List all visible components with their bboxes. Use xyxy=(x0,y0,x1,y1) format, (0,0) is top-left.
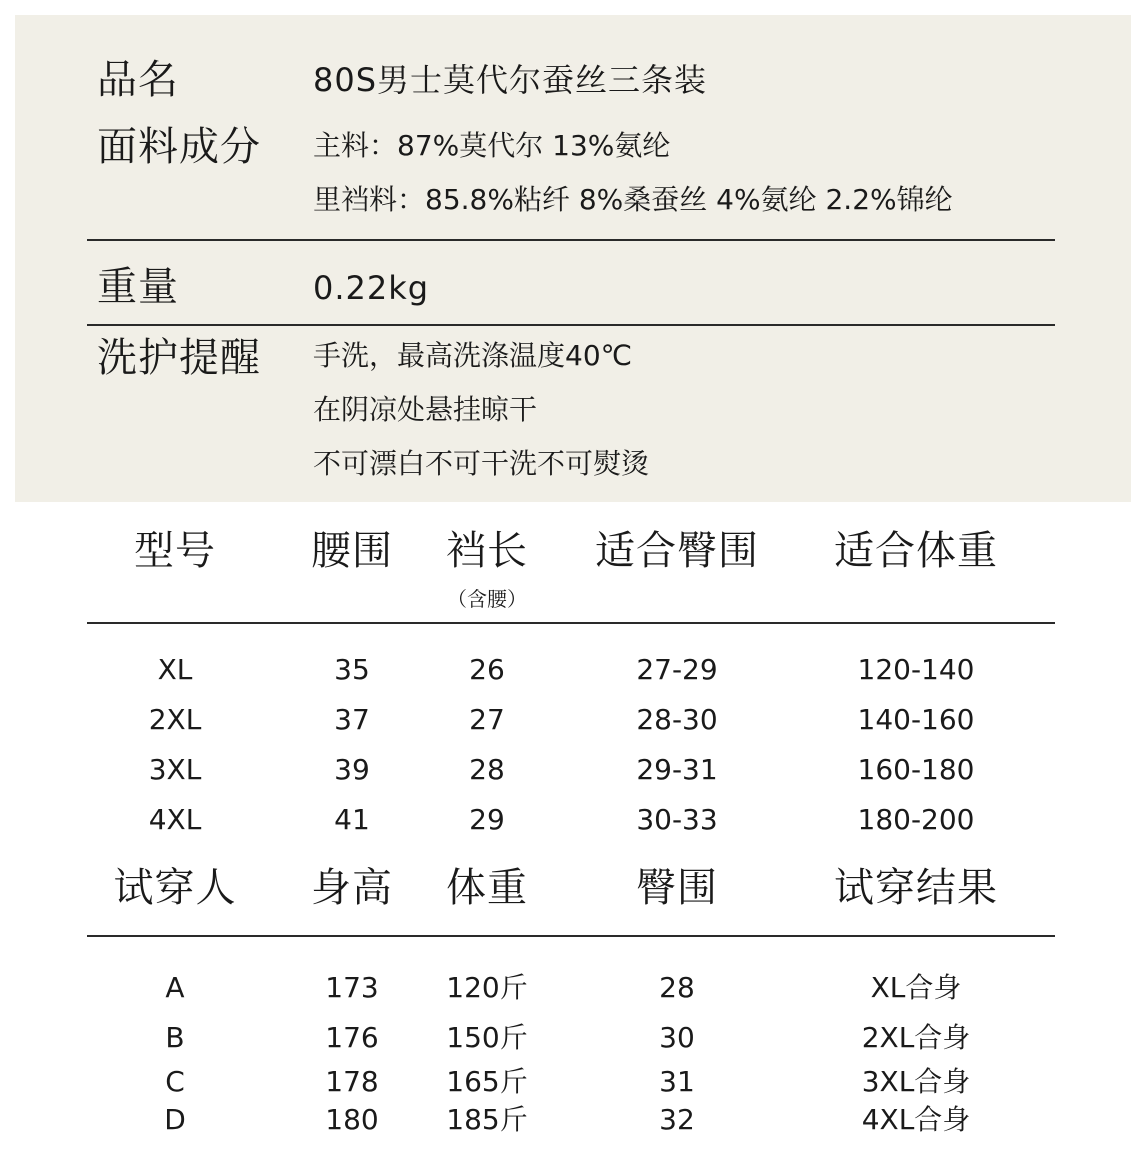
product-name-value: 80S男士莫代尔蚕丝三条装 xyxy=(313,61,708,99)
care-line: 不可漂白不可干洗不可熨烫 xyxy=(313,447,650,480)
size-cell: 26 xyxy=(469,653,505,686)
size-cell: 27-29 xyxy=(636,653,718,686)
weight-label: 重量 xyxy=(97,264,179,310)
size-cell: 140-160 xyxy=(857,703,975,736)
size-cell: 30-33 xyxy=(636,803,718,836)
trial-cell: B xyxy=(165,1021,185,1054)
trial-cell: 3XL合身 xyxy=(861,1065,971,1098)
trial-cell: C xyxy=(165,1065,185,1098)
size-cell: 41 xyxy=(334,803,370,836)
trial-cell: 28 xyxy=(659,971,695,1004)
trial-cell: 185斤 xyxy=(446,1103,528,1136)
trial-header-hip: 臀围 xyxy=(636,865,718,911)
trial-cell: 120斤 xyxy=(446,971,528,1004)
size-cell: XL xyxy=(157,653,193,686)
fabric-label: 面料成分 xyxy=(97,124,261,170)
trial-cell: 178 xyxy=(325,1065,379,1098)
size-cell: 2XL xyxy=(148,703,202,736)
size-header-waist: 腰围 xyxy=(311,528,393,574)
divider-line xyxy=(87,622,1055,624)
size-cell: 180-200 xyxy=(857,803,975,836)
divider-line xyxy=(87,239,1055,241)
trial-cell: XL合身 xyxy=(870,971,962,1004)
trial-header-weight: 体重 xyxy=(446,865,528,911)
size-cell: 160-180 xyxy=(857,753,975,786)
size-header-rise: 裆长 xyxy=(446,528,528,574)
size-cell: 4XL xyxy=(148,803,202,836)
trial-cell: A xyxy=(165,971,185,1004)
trial-cell: 32 xyxy=(659,1103,695,1136)
size-cell: 39 xyxy=(334,753,370,786)
size-cell: 120-140 xyxy=(857,653,975,686)
trial-cell: 176 xyxy=(325,1021,379,1054)
size-header-weight: 适合体重 xyxy=(834,528,998,574)
fabric-main: 主料：87%莫代尔 13%氨纶 xyxy=(313,129,671,162)
weight-value: 0.22kg xyxy=(313,269,430,307)
trial-header-height: 身高 xyxy=(311,865,393,911)
care-line: 手洗，最高洗涤温度40℃ xyxy=(313,339,633,372)
trial-cell: 30 xyxy=(659,1021,695,1054)
size-cell: 3XL xyxy=(148,753,202,786)
size-cell: 29 xyxy=(469,803,505,836)
trial-cell: 150斤 xyxy=(446,1021,528,1054)
trial-cell: 173 xyxy=(325,971,379,1004)
trial-cell: 165斤 xyxy=(446,1065,528,1098)
size-header-rise-note: （含腰） xyxy=(447,587,527,611)
fabric-lining: 里裆料：85.8%粘纤 8%桑蚕丝 4%氨纶 2.2%锦纶 xyxy=(313,183,953,216)
size-cell: 37 xyxy=(334,703,370,736)
trial-cell: 180 xyxy=(325,1103,379,1136)
trial-cell: 31 xyxy=(659,1065,695,1098)
size-cell: 27 xyxy=(469,703,505,736)
divider-line xyxy=(87,935,1055,937)
size-header-hip: 适合臀围 xyxy=(595,528,759,574)
care-line: 在阴凉处悬挂晾干 xyxy=(313,393,538,426)
product-name-label: 品名 xyxy=(97,57,179,103)
trial-cell: 4XL合身 xyxy=(861,1103,971,1136)
size-header-model: 型号 xyxy=(134,528,216,574)
size-cell: 35 xyxy=(334,653,370,686)
size-cell: 29-31 xyxy=(636,753,718,786)
size-cell: 28 xyxy=(469,753,505,786)
trial-cell: 2XL合身 xyxy=(861,1021,971,1054)
care-label: 洗护提醒 xyxy=(97,335,261,381)
size-cell: 28-30 xyxy=(636,703,718,736)
trial-header-result: 试穿结果 xyxy=(834,865,998,911)
divider-line xyxy=(87,324,1055,326)
trial-header-person: 试穿人 xyxy=(113,865,237,911)
trial-cell: D xyxy=(164,1103,186,1136)
